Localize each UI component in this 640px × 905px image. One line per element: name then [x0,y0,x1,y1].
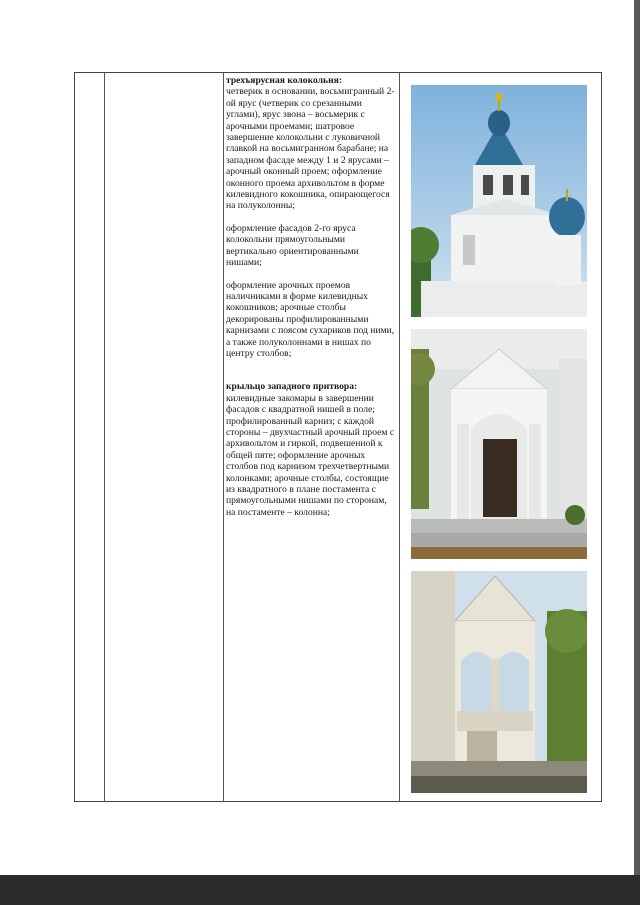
bell-tower-paragraph [226,75,396,212]
description-text-column [226,75,396,529]
column-divider [104,73,105,801]
description-table [74,72,602,802]
arches-text: оформление арочных проемов наличниками в форме килевидных кокошников; арочные столбы декорированы профилированными карнизами с поясом сухариков под ними, а также полуколоннами в нишах по центру столбов; [226,279,395,359]
column-divider [223,73,224,801]
bell-tower-text: четверик в основании, восьмигранный 2-ой ярус (четверик со срезанными углами), ярус звона – восьмерик с арочными проемами; шатровое завершение колокольни с луковичной главкой на восьмигранном барабане; на западном фасаде между 1 и 2 ярусами – арочный оконный проем; оформление оконного проема архивольтом в форме килевидного кокошника, опирающегося на полуколонны; [226,86,395,212]
porch-side-photo [411,571,587,793]
column-divider [399,73,400,801]
bell-tower-photo [411,85,587,317]
facades-paragraph [226,223,396,269]
arches-paragraph [226,280,396,360]
bell-tower-heading: трехъярусная колокольня: [226,75,343,86]
porch-heading: крыльцо западного притвора: [226,381,358,393]
porch-paragraph [226,381,396,518]
facades-text: оформление фасадов 2-го яруса колокольни прямоугольными вертикально ориентированными нишами; [226,222,359,269]
porch-text: килевидные закомары в завершении фасадов с квадратной нишей в поле; профилированный карниз; с каждой стороны – двухчастный арочный проем с архивольтом и гиркой, подвешенной к общей пяте; оформление арочных столбов под карнизом трехчетвертными колонками; арочные столбы, состоящие из квадратного в плане постамента с прямоугольными нишами по сторонам, на постаменте – колонна; [226,392,395,518]
scan-edge [634,0,640,875]
scan-edge-bottom [0,875,640,905]
western-porch-photo [411,329,587,559]
